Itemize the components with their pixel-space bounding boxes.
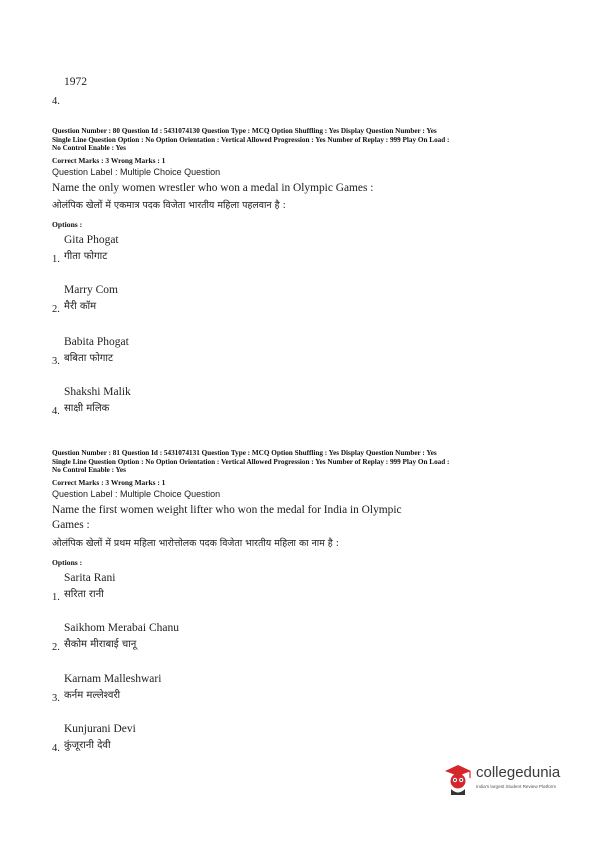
option-text-hi: कर्नम मल्लेश्वरी xyxy=(64,690,121,701)
option-number: 1. xyxy=(52,592,60,603)
question-80-text-en: Name the only women wrestler who won a medal in Olympic Games : xyxy=(52,182,374,194)
question-80-options-heading: Options : xyxy=(52,220,83,229)
question-80-option-3[interactable] xyxy=(52,336,352,376)
option-text-en: Marry Com xyxy=(64,284,118,296)
question-81-options-heading: Options : xyxy=(52,558,83,567)
option-number: 3. xyxy=(52,693,60,704)
brand-name: collegedunia xyxy=(476,764,561,781)
option-number: 3. xyxy=(52,356,60,367)
meta-line: Question Number : 81 Question Id : 5431074131 Question Type : MCQ Option Shuffling : Yes Display Question Number : Yes xyxy=(52,449,437,457)
question-81-option-1[interactable] xyxy=(52,572,352,612)
option-text-en: Sarita Rani xyxy=(64,572,116,584)
option-text-hi: मैरी कॉम xyxy=(64,301,97,312)
option-text-hi: कुंजूरानी देवी xyxy=(64,740,111,751)
option-text-en: Gita Phogat xyxy=(64,234,119,246)
brand-tagline: India's largest Student Review Platform xyxy=(476,784,557,789)
question-81-text-hi: ओलंपिक खेलों में प्रथम महिला भारोत्तोलक पदक विजेता भारतीय महिला का नाम है : xyxy=(52,538,339,549)
option-text-hi: सैकोम मीराबाई चानू xyxy=(64,639,137,650)
option-text-en: Kunjurani Devi xyxy=(64,723,136,735)
option-number: 2. xyxy=(52,304,60,315)
option-text-en: Shakshi Malik xyxy=(64,386,131,398)
collegedunia-watermark xyxy=(442,762,561,800)
option-number: 4. xyxy=(52,406,60,417)
question-80-label: Question Label : Multiple Choice Question xyxy=(52,167,221,177)
option-text-en: Karnam Malleshwari xyxy=(64,673,162,685)
prev-option-text: 1972 xyxy=(64,76,87,88)
graduate-mascot-icon xyxy=(442,762,474,798)
question-80-marks: Correct Marks : 3 Wrong Marks : 1 xyxy=(52,156,166,165)
option-text-hi: बबिता फोगाट xyxy=(64,353,114,364)
option-number: 2. xyxy=(52,642,60,653)
question-81-marks: Correct Marks : 3 Wrong Marks : 1 xyxy=(52,478,166,487)
question-80-meta xyxy=(52,127,552,153)
meta-line: Question Number : 80 Question Id : 5431074130 Question Type : MCQ Option Shuffling : Yes Display Question Number : Yes xyxy=(52,127,437,135)
prev-option-number: 4. xyxy=(52,96,60,107)
question-81-label: Question Label : Multiple Choice Question xyxy=(52,489,221,499)
question-81-meta xyxy=(52,449,552,475)
option-number: 4. xyxy=(52,743,60,754)
option-text-hi: साक्षी मलिक xyxy=(64,403,110,414)
meta-line: No Control Enable : Yes xyxy=(52,466,126,475)
question-80-text-hi: ओलंपिक खेलों में एकमात्र पदक विजेता भारतीय महिला पहलवान है : xyxy=(52,200,286,211)
question-80-option-2[interactable] xyxy=(52,284,352,324)
option-number: 1. xyxy=(52,254,60,265)
question-81-text-en-line1: Name the first women weight lifter who won the medal for India in Olympic xyxy=(52,504,402,516)
meta-line: No Control Enable : Yes xyxy=(52,144,126,153)
question-81-text-en-line2: Games : xyxy=(52,519,90,531)
prev-option xyxy=(52,76,352,116)
option-text-en: Saikhom Merabai Chanu xyxy=(64,622,179,634)
question-81-option-4[interactable] xyxy=(52,723,352,763)
question-80-option-4[interactable] xyxy=(52,386,352,426)
option-text-hi: गीता फोगाट xyxy=(64,251,108,262)
option-text-hi: सरिता रानी xyxy=(64,589,104,600)
meta-line: Single Line Question Option : No Option Orientation : Vertical Allowed Progression : Yes Number of Replay : 999 Play On Load : xyxy=(52,135,450,144)
meta-line: Single Line Question Option : No Option Orientation : Vertical Allowed Progression : Yes Number of Replay : 999 Play On Load : xyxy=(52,457,450,466)
question-80-option-1[interactable] xyxy=(52,234,352,274)
question-81-option-3[interactable] xyxy=(52,673,352,713)
option-text-en: Babita Phogat xyxy=(64,336,129,348)
question-81-option-2[interactable] xyxy=(52,622,352,662)
